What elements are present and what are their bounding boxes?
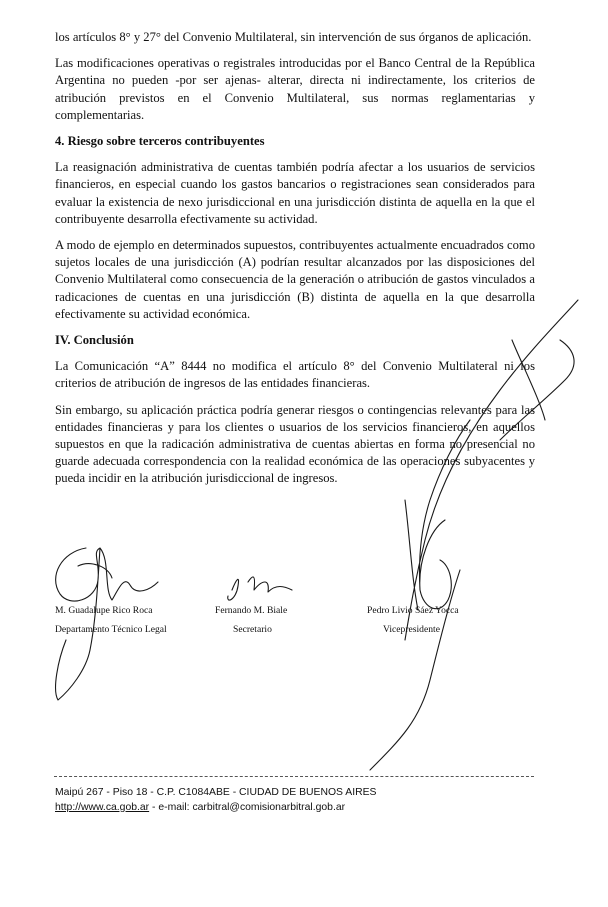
footer-email[interactable]: carbitral@comisionarbitral.gob.ar [192,802,346,813]
footer-address: Maipú 267 - Piso 18 - C.P. C1084ABE - CIUDAD DE BUENOS AIRES [55,787,377,798]
section-heading-risk-third-parties: 4. Riesgo sobre terceros contribuyentes [55,134,265,149]
footer-website-link[interactable]: http://www.ca.gob.ar [55,802,150,813]
signatory-role-3: Vicepresidente [383,624,440,635]
paragraph-conclusion-2: Sin embargo, su aplicación práctica podría generar riesgos o contingencias relevantes para las entidades financieras y para los clientes o usuarios de los servicios financieros, en aquellos supuestos en que la radicación administrativa de cuentas abiertas en forma no presencial no guarde adecuada correspondencia con la realidad económica de las operaciones subyacentes y pueda incidir en la atribución jurisdiccional de ingresos. [55,402,535,486]
paragraph-articles: los artículos 8° y 27° del Convenio Multilateral, sin intervención de sus órganos de aplicación. [55,30,532,44]
section-heading-conclusion: IV. Conclusión [55,333,134,348]
signatory-role-1: Departamento Técnico Legal [55,624,167,635]
document-body [55,29,535,497]
paragraph-conclusion-1: La Comunicación “A” 8444 no modifica el artículo 8° del Convenio Multilateral ni los criterios de atribución de ingresos de las entidades financieras. [55,359,535,391]
signature-biale [228,577,292,600]
signatory-name-2: Fernando M. Biale [215,605,288,616]
signatory-name-1: M. Guadalupe Rico Roca [55,605,153,616]
paragraph-bcra-modifications: Las modificaciones operativas o registrales introducidas por el Banco Central de la República Argentina no pueden -por ser ajenas- alterar, directa ni indirectamente, los criterios de atribución previstos en el Convenio Multilateral, sus normas reglamentarias y complementarias. [55,56,535,122]
footer-email-prefix: - e-mail: [149,802,193,813]
signatory-name-3: Pedro Livio Sáez Yocca [367,605,459,616]
footer-contact [55,801,345,814]
footer-divider [54,776,534,777]
signatory-role-2: Secretario [233,624,272,635]
paragraph-reassignment: La reasignación administrativa de cuentas también podría afectar a los usuarios de servicios financieros, en especial cuando los gastos bancarios o registraciones sean considerados para evaluar la existencia de nexo jurisdiccional en una jurisdicción distinta de aquella en la que el contribuyente desarrolla efectivamente su actividad. [55,160,535,226]
paragraph-example: A modo de ejemplo en determinados supuestos, contribuyentes actualmente encuadrados como sujetos locales de una jurisdicción (A) podrían resultar alcanzados por las disposiciones del Convenio Multilateral como consecuencia de la generación o atribución de gastos vinculados a radicaciones de cuentas en una jurisdicción (B) distinta de aquella en la que desarrolla efectivamente su actividad económica. [55,238,535,321]
